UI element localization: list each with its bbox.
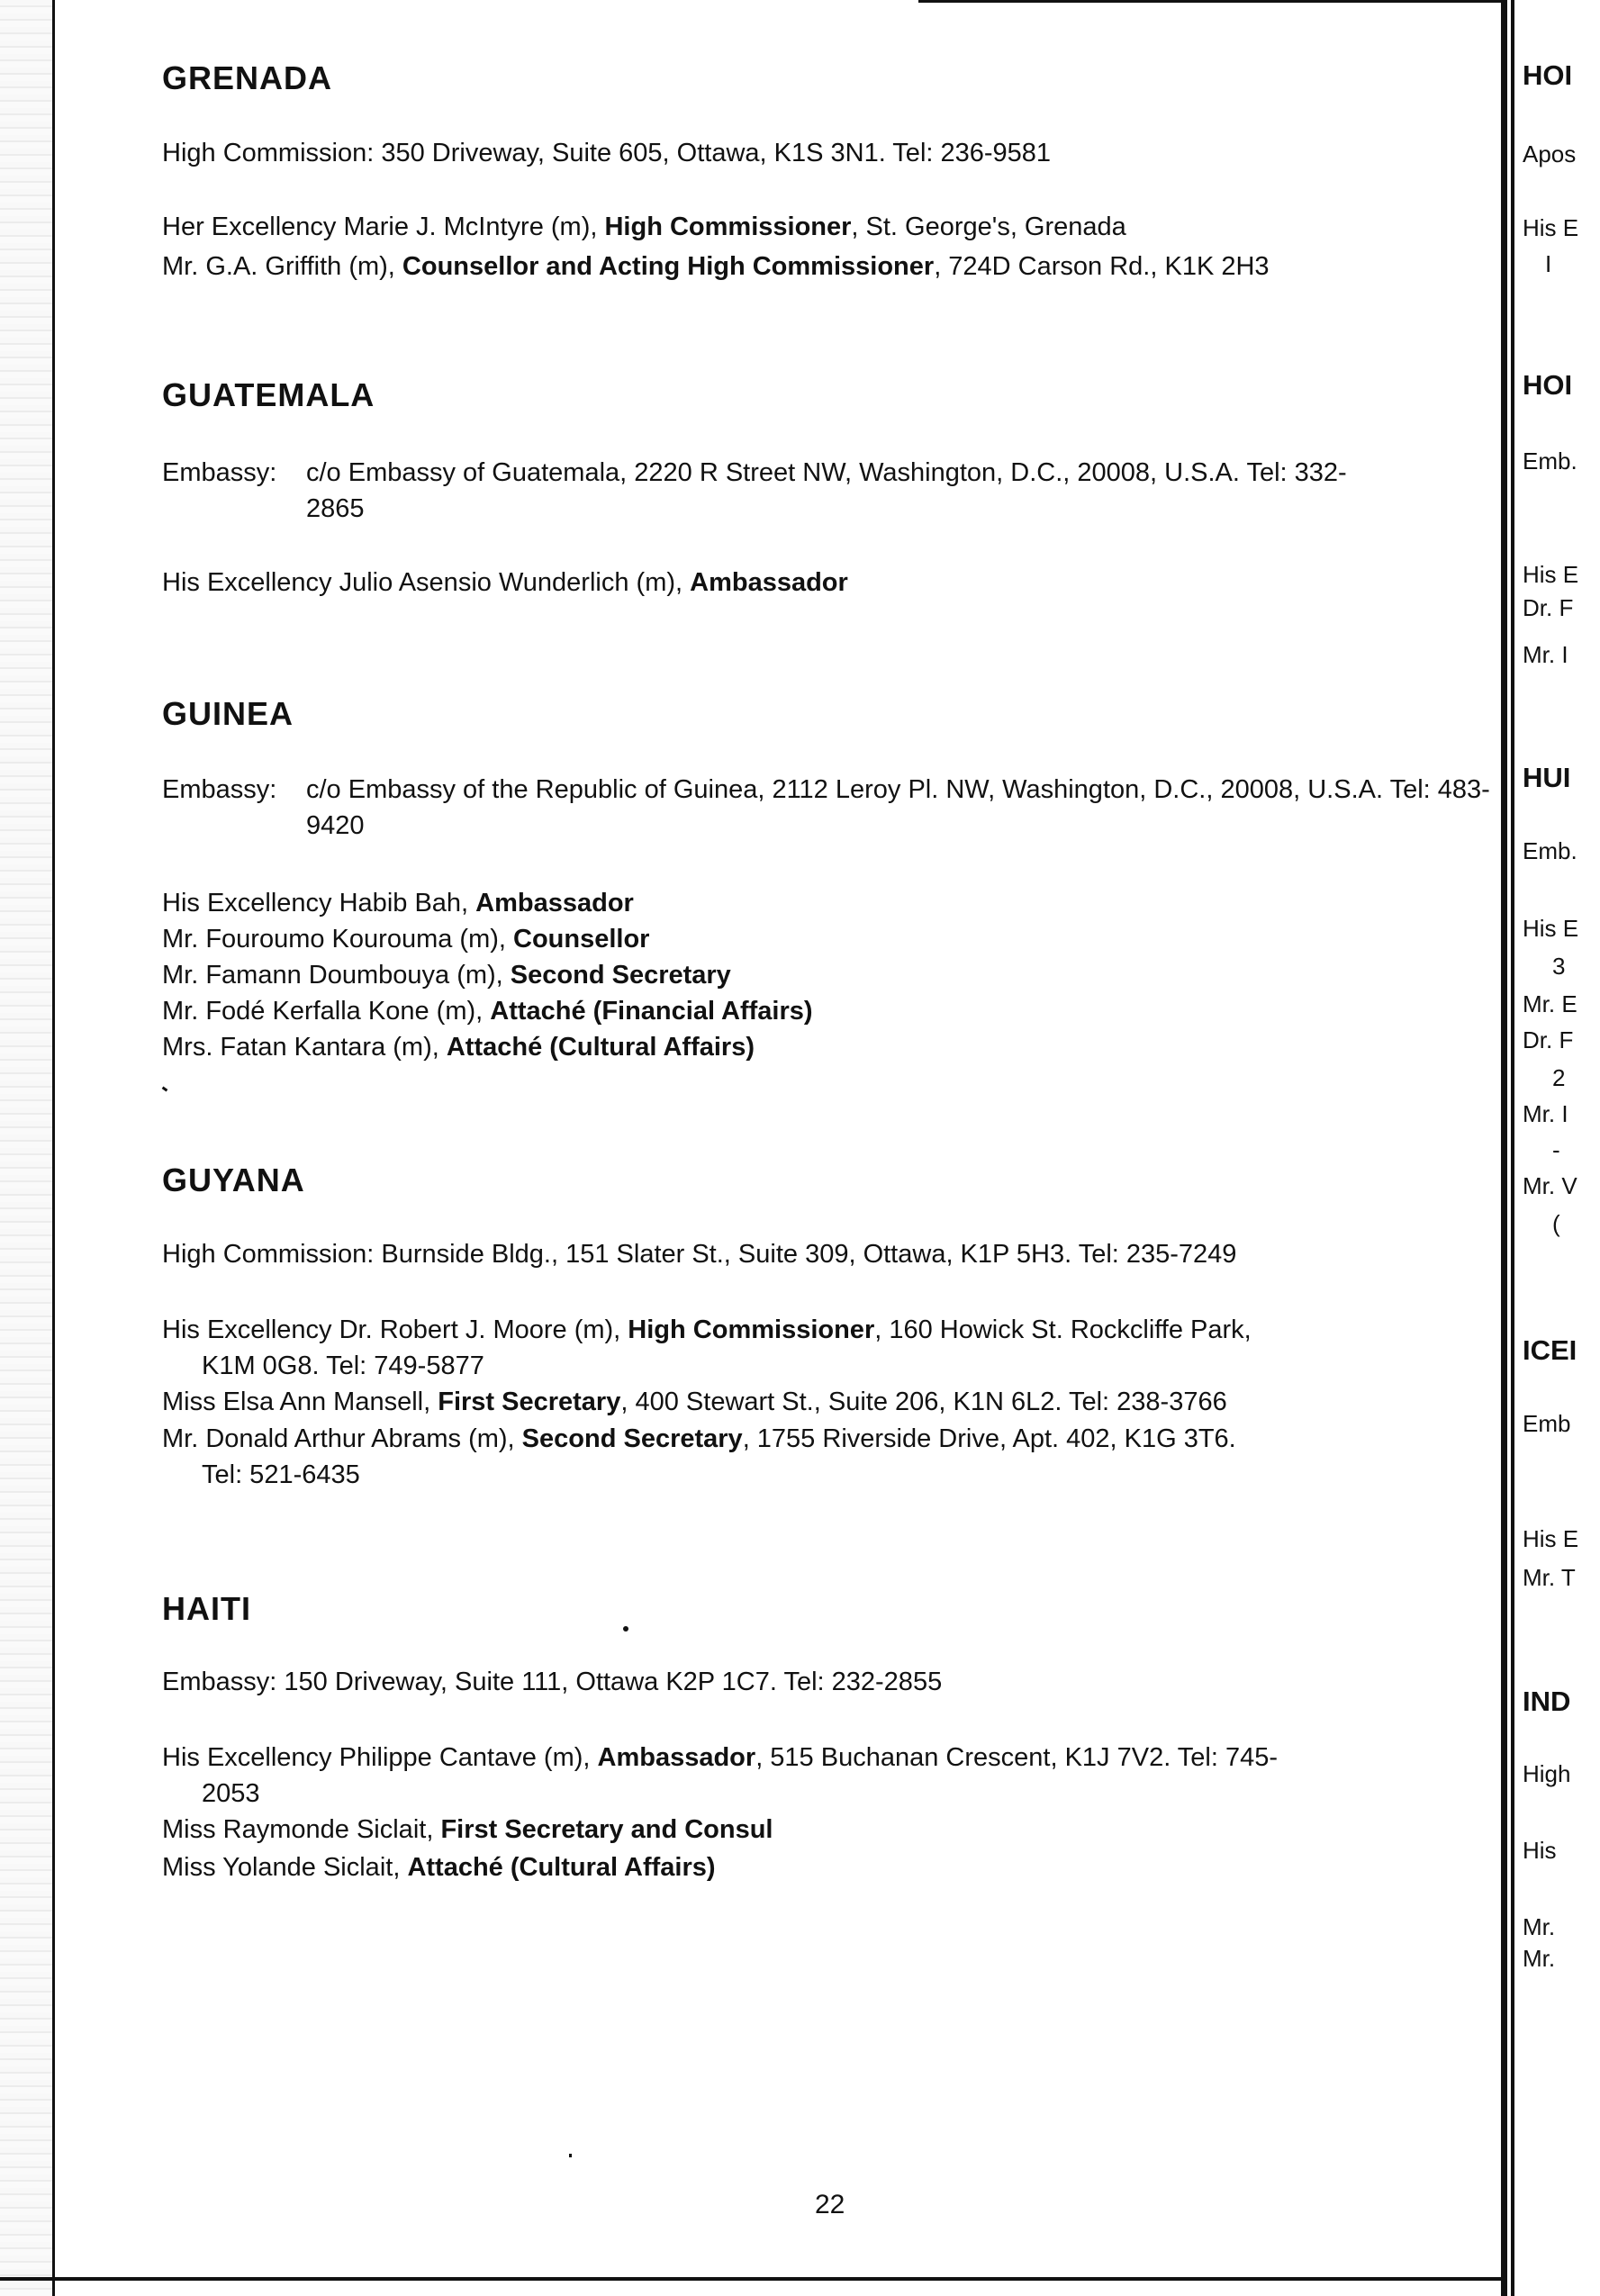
staff-role: First Secretary and Consul	[440, 1815, 773, 1844]
scan-speck	[162, 1087, 168, 1092]
page-number: 22	[815, 2190, 845, 2219]
country-heading: HAITI	[162, 1590, 251, 1627]
fragment: ICEI	[1523, 1334, 1577, 1366]
fragment: Dr. F	[1523, 1026, 1574, 1053]
fragment: I	[1545, 250, 1552, 277]
staff-role: Counsellor	[513, 925, 650, 954]
staff-role: Ambassador	[597, 1743, 756, 1772]
staff-role: Ambassador	[690, 568, 848, 597]
mission-text: c/o Embassy of Guatemala, 2220 R Street NW, Washington, D.C., 20008, U.S.A. Tel: 332-2865	[306, 458, 1347, 523]
bottom-border-line	[0, 2277, 1507, 2281]
fragment: HOI	[1523, 59, 1573, 91]
fragment: -	[1552, 1136, 1560, 1163]
mission-address	[162, 135, 1051, 171]
mission-address	[162, 1236, 1236, 1272]
binding-edge	[0, 0, 52, 2296]
staff-entry: Mr. Fouroumo Kourouma (m), Counsellor	[162, 925, 650, 954]
fragment: Dr. F	[1523, 594, 1574, 621]
fragment: Mr. I	[1523, 1100, 1568, 1127]
fragment: Mr. T	[1523, 1564, 1576, 1591]
staff-entry: Miss Elsa Ann Mansell, First Secretary, 400 Stewart St., Suite 206, K1N 6L2. Tel: 238-3766	[162, 1388, 1227, 1416]
fragment: HOI	[1523, 369, 1573, 401]
fragment: Emb.	[1523, 837, 1577, 864]
staff-entry-continued: Tel: 521-6435	[202, 1460, 360, 1489]
country-heading: GRENADA	[162, 59, 333, 96]
staff-entry: Mr. Donald Arthur Abrams (m), Second Secretary, 1755 Riverside Drive, Apt. 402, K1G 3T6.	[162, 1424, 1236, 1453]
staff-entry: His Excellency Habib Bah, Ambassador	[162, 889, 634, 917]
scan-speck	[623, 1626, 628, 1632]
fragment: His E	[1523, 915, 1579, 942]
staff-entry: Miss Raymonde Siclait, First Secretary and Consul	[162, 1815, 773, 1844]
staff-entry: His Excellency Dr. Robert J. Moore (m), High Commissioner, 160 Howick St. Rockcliffe Park,	[162, 1315, 1252, 1344]
fragment: Mr.	[1523, 1945, 1556, 1972]
mission-text: 150 Driveway, Suite 111, Ottawa K2P 1C7. Tel: 232-2855	[284, 1668, 943, 1696]
right-border-line	[1501, 0, 1507, 2296]
staff-role: High Commissioner	[604, 212, 852, 241]
staff-entry: Mr. Famann Doumbouya (m), Second Secretary	[162, 961, 731, 990]
scan-speck	[569, 2154, 572, 2157]
staff-role: Second Secretary	[521, 1424, 743, 1453]
mission-label: Embassy:	[162, 775, 277, 804]
fragment: His E	[1523, 214, 1579, 241]
staff-role: Attaché (Financial Affairs)	[490, 997, 813, 1026]
mission-label: Embassy:	[162, 1668, 277, 1696]
fragment: (	[1552, 1210, 1560, 1237]
staff-entry: His Excellency Julio Asensio Wunderlich (m), Ambassador	[162, 568, 848, 597]
country-heading: GUINEA	[162, 695, 294, 732]
staff-role: First Secretary	[438, 1388, 621, 1416]
fragment: Apos	[1523, 140, 1577, 167]
mission-text: Burnside Bldg., 151 Slater St., Suite 309, Ottawa, K1P 5H3. Tel: 235-7249	[381, 1240, 1237, 1269]
staff-entry: Mr. Fodé Kerfalla Kone (m), Attaché (Financial Affairs)	[162, 997, 813, 1026]
fragment: IND	[1523, 1686, 1571, 1717]
mission-text: 350 Driveway, Suite 605, Ottawa, K1S 3N1. Tel: 236-9581	[381, 139, 1052, 167]
staff-role: Attaché (Cultural Affairs)	[407, 1853, 716, 1882]
staff-role: Counsellor and Acting High Commissioner	[402, 252, 935, 281]
fragment: High	[1523, 1760, 1571, 1787]
country-heading: GUATEMALA	[162, 376, 375, 413]
staff-role: Second Secretary	[510, 961, 731, 990]
fragment: His	[1523, 1837, 1557, 1864]
fragment: Emb.	[1523, 447, 1577, 475]
fragment: Mr. V	[1523, 1172, 1577, 1199]
fragment: 2	[1552, 1064, 1566, 1091]
fragment: Mr.	[1523, 1913, 1556, 1940]
left-border-line	[52, 0, 55, 2296]
fragment: His E	[1523, 1525, 1579, 1552]
staff-entry: Her Excellency Marie J. McIntyre (m), High Commissioner, St. George's, Grenada	[162, 212, 1126, 241]
mission-label: Embassy:	[162, 458, 277, 487]
fragment: Mr. I	[1523, 641, 1568, 668]
fragment: Emb	[1523, 1410, 1571, 1437]
staff-entry: Mr. G.A. Griffith (m), Counsellor and Acting High Commissioner, 724D Carson Rd., K1K 2H3	[162, 252, 1270, 281]
staff-entry: His Excellency Philippe Cantave (m), Ambassador, 515 Buchanan Crescent, K1J 7V2. Tel: 745-	[162, 1743, 1279, 1772]
fragment: HUI	[1523, 762, 1571, 793]
mission-label: High Commission:	[162, 1240, 375, 1269]
top-border-line	[918, 0, 1504, 3]
mission-address	[162, 1664, 942, 1700]
staff-role: High Commissioner	[628, 1315, 875, 1344]
country-heading: GUYANA	[162, 1162, 305, 1198]
mission-text: c/o Embassy of the Republic of Guinea, 2112 Leroy Pl. NW, Washington, D.C., 20008, U.S.A. Tel: 483-9420	[306, 775, 1490, 840]
fragment: His E	[1523, 561, 1579, 588]
adjacent-page-strip	[1507, 0, 1600, 2296]
staff-entry: Miss Yolande Siclait, Attaché (Cultural Affairs)	[162, 1853, 716, 1882]
staff-role: Attaché (Cultural Affairs)	[446, 1033, 755, 1062]
staff-entry: Mrs. Fatan Kantara (m), Attaché (Cultural Affairs)	[162, 1033, 755, 1062]
fragment: Mr. E	[1523, 990, 1577, 1017]
fragment: 3	[1552, 953, 1566, 980]
mission-label: High Commission:	[162, 139, 375, 167]
staff-role: Ambassador	[475, 889, 634, 917]
staff-entry-continued: K1M 0G8. Tel: 749-5877	[202, 1351, 484, 1380]
staff-entry-continued: 2053	[202, 1779, 260, 1808]
